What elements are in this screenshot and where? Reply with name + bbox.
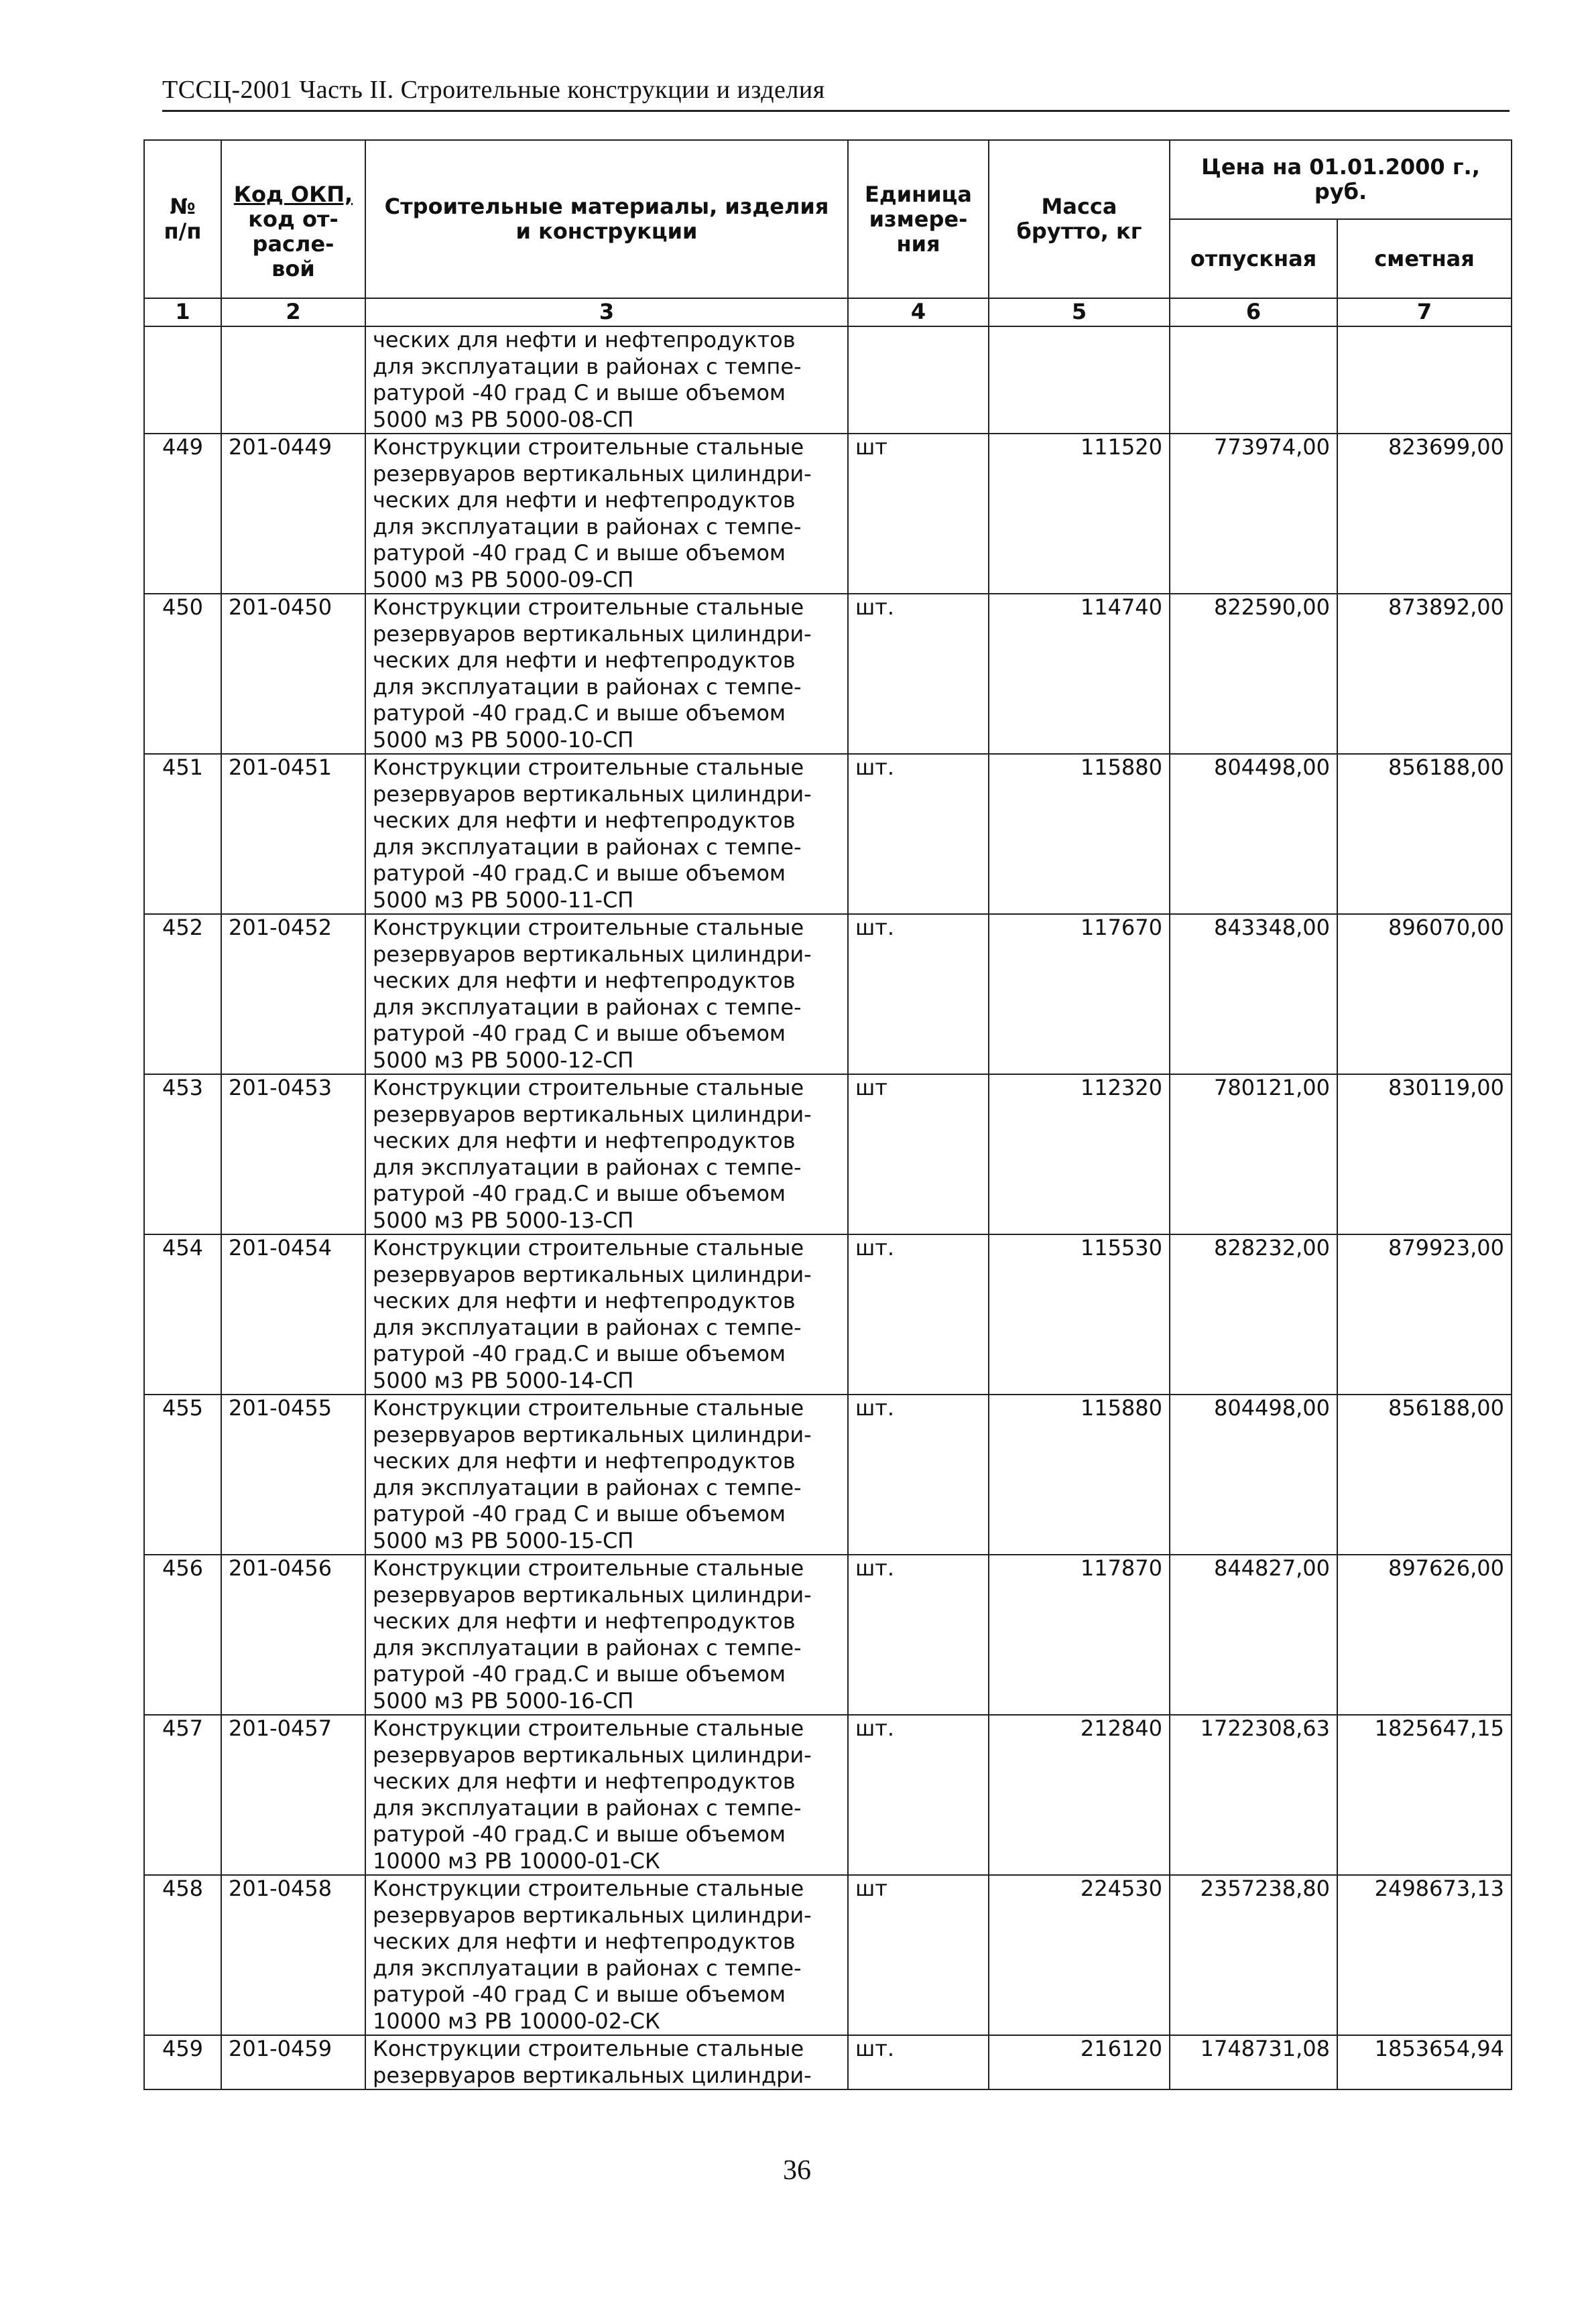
row-description: Конструкции строительные стальные резервуаров вертикальных цилиндри-: [365, 2035, 848, 2089]
column-number: 5: [989, 298, 1170, 326]
row-mass: 112320: [989, 1074, 1170, 1234]
row-number: 450: [144, 594, 221, 754]
row-release-price: 773974,00: [1170, 434, 1337, 594]
row-mass: 212840: [989, 1715, 1170, 1875]
row-description: Конструкции строительные стальные резервуаров вертикальных цилиндри- ческих для нефти и нефтепродуктов для эксплуатации в районах с темпе- ратурой -40 град С и выше объемом 5000 м3 РВ 5000-09-СП: [365, 434, 848, 594]
row-unit: шт.: [848, 594, 989, 754]
row-code: 201-0458: [221, 1875, 365, 2035]
row-estimate-price: 1825647,15: [1337, 1715, 1512, 1875]
row-estimate-price: 897626,00: [1337, 1555, 1512, 1715]
header-estimate-price: сметная: [1337, 219, 1512, 298]
row-estimate-price: 856188,00: [1337, 1395, 1512, 1555]
row-mass: 111520: [989, 434, 1170, 594]
row-code: [221, 326, 365, 434]
row-description: Конструкции строительные стальные резервуаров вертикальных цилиндри- ческих для нефти и нефтепродуктов для эксплуатации в районах с темпе- ратурой -40 град.С и выше объемом 10000 м3 РВ 10000-01-СК: [365, 1715, 848, 1875]
row-number: 458: [144, 1875, 221, 2035]
row-unit: шт: [848, 1074, 989, 1234]
row-description: Конструкции строительные стальные резервуаров вертикальных цилиндри- ческих для нефти и нефтепродуктов для эксплуатации в районах с темпе- ратурой -40 град С и выше объемом 10000 м3 РВ 10000-02-СК: [365, 1875, 848, 2035]
row-mass: 117870: [989, 1555, 1170, 1715]
header-code: [221, 140, 365, 298]
column-number: 4: [848, 298, 989, 326]
row-release-price: 804498,00: [1170, 1395, 1337, 1555]
row-estimate-price: 1853654,94: [1337, 2035, 1512, 2089]
row-description: Конструкции строительные стальные резервуаров вертикальных цилиндри- ческих для нефти и нефтепродуктов для эксплуатации в районах с темпе- ратурой -40 град С и выше объемом 5000 м3 РВ 5000-12-СП: [365, 914, 848, 1074]
row-number: 456: [144, 1555, 221, 1715]
row-code: 201-0454: [221, 1234, 365, 1395]
row-code: 201-0455: [221, 1395, 365, 1555]
column-number: 6: [1170, 298, 1337, 326]
row-unit: шт.: [848, 1715, 989, 1875]
table-row: [144, 1875, 1512, 2035]
row-release-price: 780121,00: [1170, 1074, 1337, 1234]
row-number: 451: [144, 754, 221, 914]
row-release-price: 1748731,08: [1170, 2035, 1337, 2089]
header-release-price: отпускная: [1170, 219, 1337, 298]
row-code: 201-0450: [221, 594, 365, 754]
page-number: 36: [783, 2155, 811, 2186]
row-number: 455: [144, 1395, 221, 1555]
row-release-price: 843348,00: [1170, 914, 1337, 1074]
header-num-abbr: п/п: [164, 218, 202, 244]
table-row: [144, 326, 1512, 434]
header-code-okp: Код ОКП,: [233, 181, 353, 207]
row-estimate-price: 823699,00: [1337, 434, 1512, 594]
column-number: 2: [221, 298, 365, 326]
table-row: [144, 1395, 1512, 1555]
table-body: [144, 326, 1512, 2089]
column-number: 1: [144, 298, 221, 326]
table-row: [144, 754, 1512, 914]
row-unit: шт: [848, 434, 989, 594]
table-row: [144, 594, 1512, 754]
row-release-price: 822590,00: [1170, 594, 1337, 754]
row-mass: 114740: [989, 594, 1170, 754]
column-number-row: [144, 298, 1512, 326]
row-number: 454: [144, 1234, 221, 1395]
row-number: 449: [144, 434, 221, 594]
row-estimate-price: 2498673,13: [1337, 1875, 1512, 2035]
row-mass: 115880: [989, 1395, 1170, 1555]
row-unit: шт.: [848, 754, 989, 914]
row-number: [144, 326, 221, 434]
column-number: 3: [365, 298, 848, 326]
row-number: 457: [144, 1715, 221, 1875]
row-mass: 115530: [989, 1234, 1170, 1395]
row-release-price: 804498,00: [1170, 754, 1337, 914]
table-row: [144, 1555, 1512, 1715]
row-unit: шт.: [848, 914, 989, 1074]
row-release-price: 2357238,80: [1170, 1875, 1337, 2035]
row-description: Конструкции строительные стальные резервуаров вертикальных цилиндри- ческих для нефти и нефтепродуктов для эксплуатации в районах с темпе- ратурой -40 град.С и выше объемом 5000 м3 РВ 5000-10-СП: [365, 594, 848, 754]
row-estimate-price: 879923,00: [1337, 1234, 1512, 1395]
row-estimate-price: 896070,00: [1337, 914, 1512, 1074]
column-number: 7: [1337, 298, 1512, 326]
table-row: [144, 2035, 1512, 2089]
row-code: 201-0453: [221, 1074, 365, 1234]
row-number: 459: [144, 2035, 221, 2089]
row-description: ческих для нефти и нефтепродуктов для эксплуатации в районах с темпе- ратурой -40 град С и выше объемом 5000 м3 РВ 5000-08-СП: [365, 326, 848, 434]
table-row: [144, 914, 1512, 1074]
row-estimate-price: 830119,00: [1337, 1074, 1512, 1234]
row-mass: 216120: [989, 2035, 1170, 2089]
table-row: [144, 434, 1512, 594]
header-num-symbol: №: [170, 194, 196, 219]
row-description: Конструкции строительные стальные резервуаров вертикальных цилиндри- ческих для нефти и нефтепродуктов для эксплуатации в районах с темпе- ратурой -40 град.С и выше объемом 5000 м3 РВ 5000-13-СП: [365, 1074, 848, 1234]
row-code: 201-0457: [221, 1715, 365, 1875]
row-release-price: [1170, 326, 1337, 434]
header-code-branch: код от- расле- вой: [248, 206, 339, 281]
row-number: 452: [144, 914, 221, 1074]
header-name: Строительные материалы, изделия и конструкции: [365, 140, 848, 298]
row-mass: [989, 326, 1170, 434]
row-unit: [848, 326, 989, 434]
header-num: [144, 140, 221, 298]
row-unit: шт.: [848, 1555, 989, 1715]
row-description: Конструкции строительные стальные резервуаров вертикальных цилиндри- ческих для нефти и нефтепродуктов для эксплуатации в районах с темпе- ратурой -40 град.С и выше объемом 5000 м3 РВ 5000-14-СП: [365, 1234, 848, 1395]
price-table: [143, 139, 1512, 2090]
table-row: [144, 1234, 1512, 1395]
header-unit: Единица измере- ния: [848, 140, 989, 298]
row-estimate-price: 873892,00: [1337, 594, 1512, 754]
row-release-price: 828232,00: [1170, 1234, 1337, 1395]
row-code: 201-0452: [221, 914, 365, 1074]
row-release-price: 1722308,63: [1170, 1715, 1337, 1875]
row-unit: шт.: [848, 1395, 989, 1555]
row-estimate-price: [1337, 326, 1512, 434]
row-code: 201-0449: [221, 434, 365, 594]
table-row: [144, 1715, 1512, 1875]
header-mass: Масса брутто, кг: [989, 140, 1170, 298]
running-head: ТССЦ-2001 Часть II. Строительные конструкции и изделия: [162, 75, 1510, 112]
row-unit: шт.: [848, 1234, 989, 1395]
row-estimate-price: 856188,00: [1337, 754, 1512, 914]
row-description: Конструкции строительные стальные резервуаров вертикальных цилиндри- ческих для нефти и нефтепродуктов для эксплуатации в районах с темпе- ратурой -40 град.С и выше объемом 5000 м3 РВ 5000-16-СП: [365, 1555, 848, 1715]
row-code: 201-0459: [221, 2035, 365, 2089]
row-number: 453: [144, 1074, 221, 1234]
row-unit: шт: [848, 1875, 989, 2035]
row-description: Конструкции строительные стальные резервуаров вертикальных цилиндри- ческих для нефти и нефтепродуктов для эксплуатации в районах с темпе- ратурой -40 град.С и выше объемом 5000 м3 РВ 5000-11-СП: [365, 754, 848, 914]
row-unit: шт.: [848, 2035, 989, 2089]
row-mass: 117670: [989, 914, 1170, 1074]
row-code: 201-0456: [221, 1555, 365, 1715]
row-release-price: 844827,00: [1170, 1555, 1337, 1715]
header-price-group: Цена на 01.01.2000 г., руб.: [1170, 140, 1512, 219]
row-mass: 115880: [989, 754, 1170, 914]
table-row: [144, 1074, 1512, 1234]
row-mass: 224530: [989, 1875, 1170, 2035]
row-code: 201-0451: [221, 754, 365, 914]
row-description: Конструкции строительные стальные резервуаров вертикальных цилиндри- ческих для нефти и нефтепродуктов для эксплуатации в районах с темпе- ратурой -40 град С и выше объемом 5000 м3 РВ 5000-15-СП: [365, 1395, 848, 1555]
